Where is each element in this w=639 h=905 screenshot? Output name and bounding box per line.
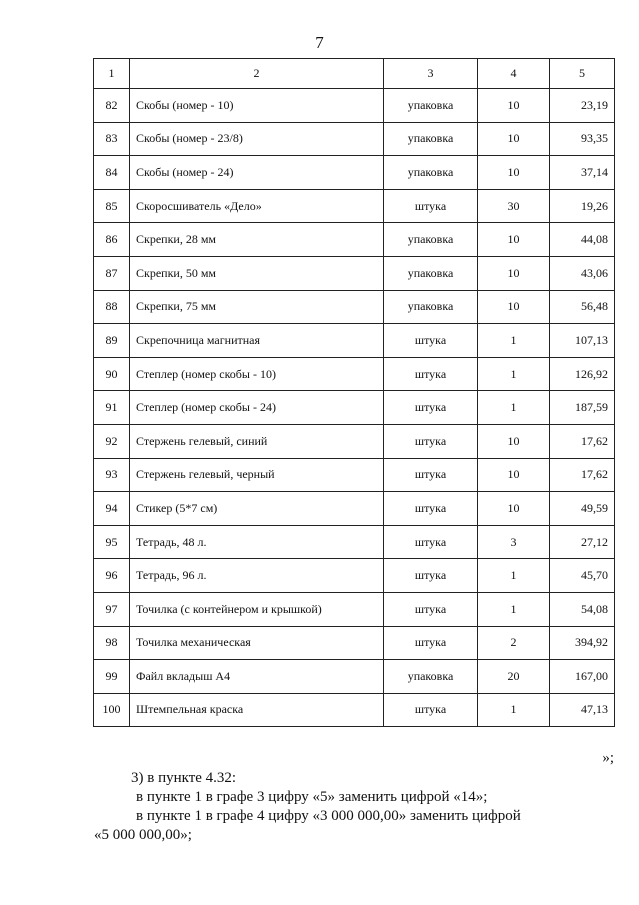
- item-name: Точилка (с контейнером и крышкой): [130, 592, 384, 626]
- table-row: [94, 391, 615, 425]
- row-number: 97: [94, 592, 130, 626]
- table-row: [94, 693, 615, 727]
- items-table: [93, 58, 615, 727]
- column-header: 4: [478, 59, 550, 89]
- item-quantity: 30: [478, 189, 550, 223]
- item-price: 23,19: [550, 89, 615, 123]
- item-name: Скоросшиватель «Дело»: [130, 189, 384, 223]
- item-name: Степлер (номер скобы - 10): [130, 357, 384, 391]
- row-number: 92: [94, 424, 130, 458]
- item-name: Точилка механическая: [130, 626, 384, 660]
- page-number: 7: [315, 33, 324, 52]
- paragraph-change-1: в пункте 1 в графе 3 цифру «5» заменить цифрой «14»;: [136, 789, 488, 805]
- item-name: Скрепки, 28 мм: [130, 223, 384, 257]
- item-quantity: 1: [478, 324, 550, 358]
- item-price: 17,62: [550, 458, 615, 492]
- item-name: Скрепки, 50 мм: [130, 256, 384, 290]
- row-number: 84: [94, 156, 130, 190]
- table-row: [94, 626, 615, 660]
- item-price: 27,12: [550, 525, 615, 559]
- row-number: 98: [94, 626, 130, 660]
- row-number: 99: [94, 660, 130, 694]
- item-name: Стержень гелевый, синий: [130, 424, 384, 458]
- item-unit: штука: [384, 525, 478, 559]
- item-unit: упаковка: [384, 660, 478, 694]
- table-row: [94, 156, 615, 190]
- item-quantity: 2: [478, 626, 550, 660]
- table-row: [94, 223, 615, 257]
- item-price: 44,08: [550, 223, 615, 257]
- item-name: Скобы (номер - 10): [130, 89, 384, 123]
- item-price: 19,26: [550, 189, 615, 223]
- table-row: [94, 324, 615, 358]
- item-name: Степлер (номер скобы - 24): [130, 391, 384, 425]
- item-quantity: 3: [478, 525, 550, 559]
- row-number: 85: [94, 189, 130, 223]
- item-quantity: 10: [478, 122, 550, 156]
- item-quantity: 10: [478, 492, 550, 526]
- item-quantity: 20: [478, 660, 550, 694]
- item-unit: штука: [384, 391, 478, 425]
- item-name: Скобы (номер - 23/8): [130, 122, 384, 156]
- item-price: 37,14: [550, 156, 615, 190]
- item-unit: упаковка: [384, 122, 478, 156]
- item-quantity: 10: [478, 156, 550, 190]
- item-unit: упаковка: [384, 89, 478, 123]
- item-unit: штука: [384, 492, 478, 526]
- item-quantity: 1: [478, 592, 550, 626]
- item-unit: штука: [384, 693, 478, 727]
- item-price: 394,92: [550, 626, 615, 660]
- row-number: 93: [94, 458, 130, 492]
- row-number: 89: [94, 324, 130, 358]
- table-row: [94, 525, 615, 559]
- item-unit: упаковка: [384, 256, 478, 290]
- item-name: Тетрадь, 96 л.: [130, 559, 384, 593]
- table-row: [94, 357, 615, 391]
- table-row: [94, 189, 615, 223]
- row-number: 95: [94, 525, 130, 559]
- item-unit: штука: [384, 559, 478, 593]
- row-number: 87: [94, 256, 130, 290]
- item-quantity: 1: [478, 357, 550, 391]
- row-number: 88: [94, 290, 130, 324]
- paragraph-subpoint: 3) в пункте 4.32:: [131, 770, 237, 786]
- column-header: 2: [130, 59, 384, 89]
- row-number: 100: [94, 693, 130, 727]
- item-name: Штемпельная краска: [130, 693, 384, 727]
- item-price: 126,92: [550, 357, 615, 391]
- row-number: 96: [94, 559, 130, 593]
- item-price: 187,59: [550, 391, 615, 425]
- item-quantity: 1: [478, 693, 550, 727]
- paragraph-change-2-continued: «5 000 000,00»;: [94, 827, 192, 843]
- table-row: [94, 458, 615, 492]
- row-number: 91: [94, 391, 130, 425]
- row-number: 86: [94, 223, 130, 257]
- item-name: Стикер (5*7 см): [130, 492, 384, 526]
- column-header: 5: [550, 59, 615, 89]
- table-row: [94, 492, 615, 526]
- item-unit: штука: [384, 592, 478, 626]
- item-unit: штука: [384, 458, 478, 492]
- item-name: Стержень гелевый, черный: [130, 458, 384, 492]
- table-row: [94, 256, 615, 290]
- item-price: 93,35: [550, 122, 615, 156]
- item-unit: упаковка: [384, 156, 478, 190]
- item-name: Скобы (номер - 24): [130, 156, 384, 190]
- paragraph-change-2: в пункте 1 в графе 4 цифру «3 000 000,00» заменить цифрой: [136, 808, 521, 824]
- item-unit: штука: [384, 357, 478, 391]
- item-price: 17,62: [550, 424, 615, 458]
- item-unit: штука: [384, 424, 478, 458]
- table-row: [94, 290, 615, 324]
- table-row: [94, 424, 615, 458]
- row-number: 83: [94, 122, 130, 156]
- table-row: [94, 592, 615, 626]
- item-price: 54,08: [550, 592, 615, 626]
- table-row: [94, 559, 615, 593]
- item-unit: штука: [384, 189, 478, 223]
- item-name: Скрепки, 75 мм: [130, 290, 384, 324]
- item-quantity: 10: [478, 223, 550, 257]
- item-quantity: 10: [478, 290, 550, 324]
- table-row: [94, 660, 615, 694]
- item-unit: штука: [384, 324, 478, 358]
- item-price: 49,59: [550, 492, 615, 526]
- closing-quote-mark: »;: [602, 750, 614, 766]
- column-header: 1: [94, 59, 130, 89]
- column-header: 3: [384, 59, 478, 89]
- item-unit: штука: [384, 626, 478, 660]
- item-unit: упаковка: [384, 223, 478, 257]
- item-quantity: 10: [478, 89, 550, 123]
- item-name: Файл вкладыш А4: [130, 660, 384, 694]
- item-quantity: 1: [478, 391, 550, 425]
- item-price: 56,48: [550, 290, 615, 324]
- item-quantity: 10: [478, 256, 550, 290]
- item-name: Скрепочница магнитная: [130, 324, 384, 358]
- item-quantity: 1: [478, 559, 550, 593]
- item-price: 107,13: [550, 324, 615, 358]
- item-price: 167,00: [550, 660, 615, 694]
- item-price: 45,70: [550, 559, 615, 593]
- item-quantity: 10: [478, 424, 550, 458]
- item-name: Тетрадь, 48 л.: [130, 525, 384, 559]
- item-unit: упаковка: [384, 290, 478, 324]
- table-body: [94, 89, 615, 727]
- row-number: 82: [94, 89, 130, 123]
- table-row: [94, 122, 615, 156]
- item-quantity: 10: [478, 458, 550, 492]
- table-header-row: [94, 59, 615, 89]
- row-number: 90: [94, 357, 130, 391]
- row-number: 94: [94, 492, 130, 526]
- item-price: 43,06: [550, 256, 615, 290]
- table-row: [94, 89, 615, 123]
- item-price: 47,13: [550, 693, 615, 727]
